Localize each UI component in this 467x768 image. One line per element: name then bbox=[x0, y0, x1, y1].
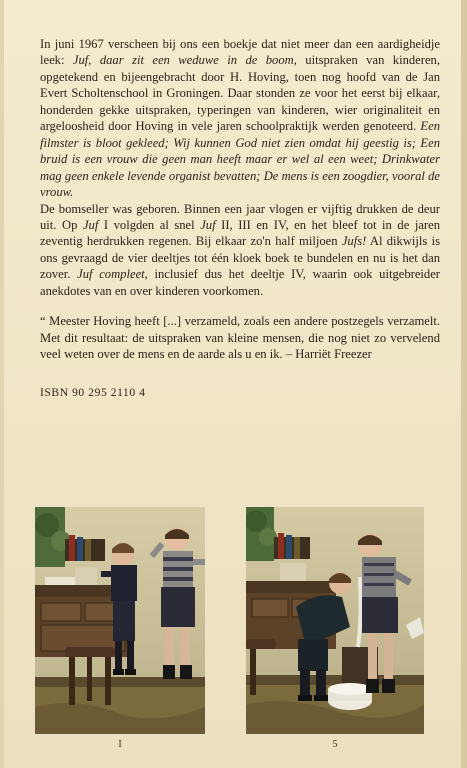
book-title-italic: Juf, daar zit een weduwe in de boom, bbox=[72, 53, 297, 68]
photo-caption-2: 5 bbox=[332, 739, 338, 750]
review-quote: “ Meester Hoving heeft [...] verzameld, zoals een andere postzegels verzamelt. Met dit resultaat: de uitspraken van kleine mensen, die nog niet zo vervelend veel weten over de mens en de aarde als u en ik. – Harriët Freezer bbox=[40, 314, 440, 362]
blurb-paragraph-2: De bomseller was geboren. Binnen een jaar vlogen er vijftig drukken de deur uit. Op Juf I volgden al snel Juf II, III en IV, en het bleef tot in de jaren zeventig herdrukken regenen. Bij elkaar zo'n half miljoen Jufs! Al dikwijls is ons gevraagd de vier deeltjes tot één kloek boek te bundelen en nu is het dan zover. Juf compleet, inclusief dus het deeltje IV, waarin ook uitgebreider anekdotes van en over kinderen voorkomen. bbox=[40, 201, 440, 298]
quoted-sayings: Een filmster is bloot gekleed; Wij kunnen God niet zien omdat hij geestig is; Een bruid is een vrouw die geen man heeft maar er wel al een weet; Drinkwater mag geen enkele levende organist bevatten; De mens is een zoogdier, vooral de vrouw. bbox=[40, 119, 440, 200]
photo-drawing-1 bbox=[35, 507, 205, 734]
blurb-paragraph-1: In juni 1967 verscheen bij ons een boekje dat niet meer dan een aardigheidje leek: Juf, daar zit een weduwe in de boom, uitspraken van kinderen, opgetekend en bijeengebracht door H. Hoving, toen nog hoofd van de Jan Evert Scholtenschool in Groningen. Daar stonden ze voor het eerst bij elkaar, honderden gekke uitspraken, typeringen van kinderen, wier originaliteit en argeloosheid door Hoving in vele jaren schoolpraktijk werden genoteerd. Een filmster is bloot gekleed; Wij kunnen God niet zien omdat hij geestig is; Een bruid is een vrouw die geen man heeft maar er wel al een weet; Drinkwater mag geen enkele levende organist bevatten; De mens is een zoogdier, vooral de vrouw. bbox=[40, 37, 440, 200]
photo-illustration-2 bbox=[246, 507, 424, 734]
blurb-text bbox=[40, 36, 440, 401]
photo-caption-1: I bbox=[118, 739, 122, 750]
photo-illustration-1 bbox=[35, 507, 205, 734]
photo-drawing-2 bbox=[246, 507, 424, 734]
isbn-number: ISBN 90 295 2110 4 bbox=[40, 386, 146, 399]
